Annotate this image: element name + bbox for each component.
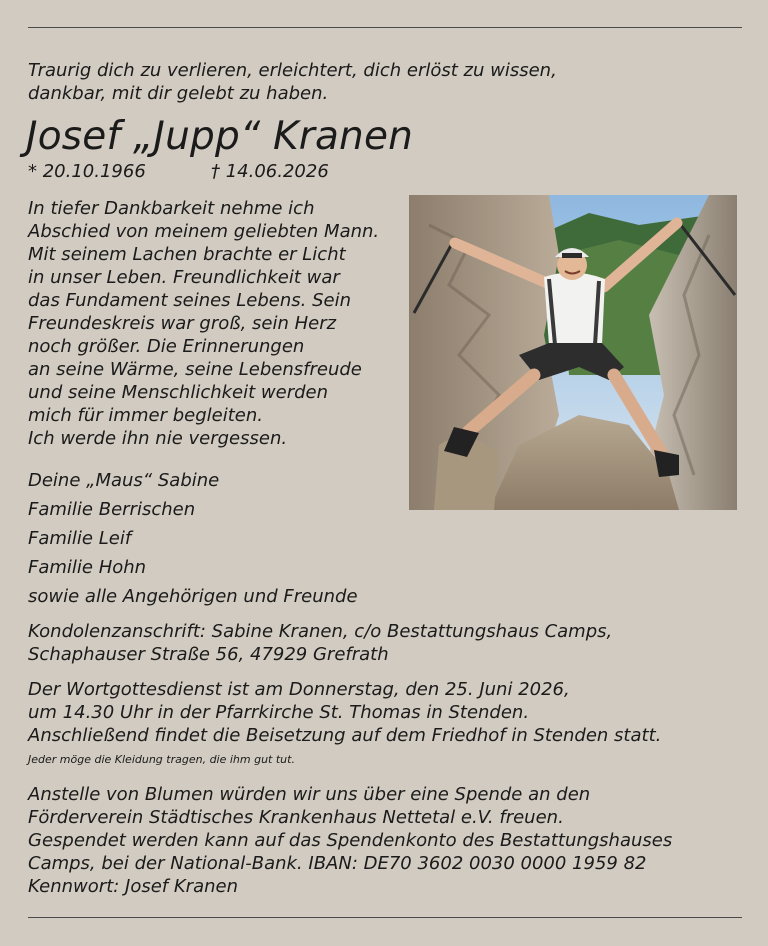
service-line: Der Wortgottesdienst ist am Donnerstag, den 25. Juni 2026, (28, 679, 570, 700)
text-line: Mit seinem Lachen brachte er Licht (28, 244, 346, 265)
service-line: Anschließend findet die Beisetzung auf dem Friedhof in Stenden statt. (28, 725, 662, 746)
motto-line: dankbar, mit dir gelebt zu haben. (28, 83, 329, 104)
signer: Familie Leif (28, 528, 132, 549)
text-line: und seine Menschlichkeit werden (28, 382, 329, 403)
donation-line: Förderverein Städtisches Krankenhaus Nettetal e.V. freuen. (28, 807, 564, 828)
life-dates (28, 161, 329, 183)
text-line: In tiefer Dankbarkeit nehme ich (28, 198, 315, 219)
text-line: in unser Leben. Freundlichkeit war (28, 267, 340, 288)
signer: Familie Hohn (28, 557, 147, 578)
donation-line: Camps, bei der National-Bank. IBAN: DE70 3602 0030 0000 1959 82 (28, 853, 647, 874)
birth-date: * 20.10.1966 (28, 161, 146, 182)
signer: Deine „Maus“ Sabine (28, 470, 220, 491)
signers (28, 466, 358, 611)
text-line: an seine Wärme, seine Lebensfreude (28, 359, 362, 380)
motto (28, 59, 557, 105)
obituary-text (28, 197, 379, 450)
address-line: Schaphauser Straße 56, 47929 Grefrath (28, 644, 389, 665)
donation-line: Gespendet werden kann auf das Spendenkonto des Bestattungshauses (28, 830, 673, 851)
top-divider (28, 27, 742, 28)
service-info (28, 678, 661, 747)
signer: Familie Berrischen (28, 499, 196, 520)
donation-line: Anstelle von Blumen würden wir uns über eine Spende an den (28, 784, 591, 805)
text-line: Freundeskreis war groß, sein Herz (28, 313, 337, 334)
text-line: Abschied von meinem geliebten Mann. (28, 221, 380, 242)
condolence-address (28, 620, 612, 666)
bottom-divider (28, 917, 742, 918)
dress-code-note: Jeder möge die Kleidung tragen, die ihm gut tut. (28, 753, 295, 766)
text-line: das Fundament seines Lebens. Sein (28, 290, 352, 311)
motto-line: Traurig dich zu verlieren, erleichtert, dich erlöst zu wissen, (28, 60, 557, 81)
text-line: mich für immer begleiten. (28, 405, 263, 426)
service-line: um 14.30 Uhr in der Pfarrkirche St. Thomas in Stenden. (28, 702, 530, 723)
text-line: noch größer. Die Erinnerungen (28, 336, 305, 357)
portrait-photo (409, 195, 737, 510)
donation-line: Kennwort: Josef Kranen (28, 876, 238, 897)
address-line: Kondolenzanschrift: Sabine Kranen, c/o Bestattungshaus Camps, (28, 621, 613, 642)
donation-info (28, 783, 672, 898)
text-line: Ich werde ihn nie vergessen. (28, 428, 288, 449)
deceased-name: Josef „Jupp“ Kranen (26, 114, 414, 159)
signer: sowie alle Angehörigen und Freunde (28, 586, 358, 607)
death-date: † 14.06.2026 (211, 161, 329, 182)
